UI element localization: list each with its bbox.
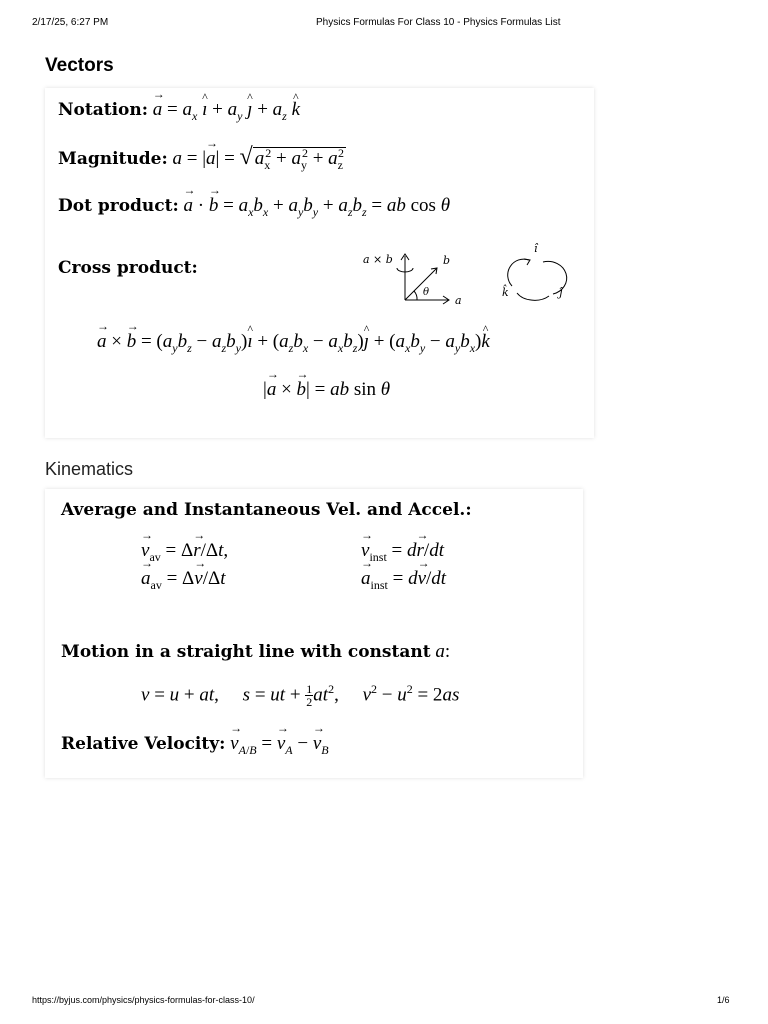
- unit-k-label: k̂: [502, 286, 509, 299]
- v-average-formula: → $v_{av} = \Delta\to r/\Delta t$,: [141, 540, 228, 565]
- straight-line-heading: Motion in a straight line with constant a:: [61, 641, 451, 662]
- magnitude-label: Magnitude:: [58, 149, 168, 169]
- vector-b-label: b: [443, 254, 451, 267]
- section-heading-vectors: Vectors: [45, 55, 114, 76]
- cross-product-diagram: [45, 238, 594, 318]
- relative-velocity-formula: Relative Velocity: → $v_{A/B}$ = → $v_A$ − → $v_B$: [61, 733, 329, 758]
- cross-product-expansion: → a × → $b = (a_yb_z$ − $a_zb_y)\^{}$ ı + ($a_zb_x$ − $a_xb_z)\^{}$ ȷ + ($a_xb_y$ − $a_yb_x)\^{}$ k: [97, 331, 490, 356]
- cyclic-arrowhead: [524, 259, 530, 265]
- vectors-formula-card: [45, 88, 594, 438]
- v-instant-formula: → $v_{inst} = d\to r/dt$: [361, 540, 444, 565]
- notation-label: Notation:: [58, 100, 149, 120]
- relative-velocity-label: Relative Velocity:: [61, 734, 226, 754]
- theta-label: θ: [423, 287, 430, 298]
- unit-i-label: î: [534, 242, 538, 255]
- cross-product-magnitude: |→ a × → b| = ab sin θ: [263, 379, 390, 401]
- cyclic-arrow-i-j: [543, 261, 567, 294]
- print-page-title: Physics Formulas For Class 10 - Physics Formulas List: [316, 17, 561, 28]
- cross-product-label: Cross product:: [58, 258, 198, 278]
- theta-arc: [414, 291, 417, 300]
- dot-product-formula: Dot product: → a · → $b = a_xb_x + a_yb_y + a_zb_z$ = ab cos θ: [58, 195, 450, 220]
- a-instant-formula: → $a_{inst} = d\to v/dt$: [361, 568, 446, 593]
- section-heading-kinematics: Kinematics: [45, 459, 134, 479]
- dot-product-label: Dot product:: [58, 196, 179, 216]
- axb-label: a × b: [363, 253, 393, 266]
- avg-inst-heading: [61, 499, 472, 521]
- kinematics-formula-card: [45, 489, 583, 778]
- unit-j-label: ĵ: [559, 286, 563, 299]
- avg-inst-label: Average and Instantaneous Vel. and Accel.:: [61, 500, 472, 520]
- magnitude-formula: Magnitude: a = |→ a| = √ $a_x^2 + a_y^2 + a_z^2$: [58, 144, 346, 173]
- vector-a-label: a: [455, 294, 462, 307]
- notation-formula: Notation: → $a = a_x$ ^ ı + $a_y$ ^ ȷ + $a_z$ ^ k: [58, 99, 300, 124]
- equations-of-motion: v = u + at, s = ut + $\frac{1}{2}$ $at^2$, $v^2 - u^2 = 2as$: [141, 682, 460, 710]
- vector-b-arrow: [405, 268, 437, 300]
- a-average-formula: → $a_{av} = \Delta\to v/\Delta t$: [141, 568, 225, 593]
- cyclic-arrow-k-i: [508, 259, 529, 286]
- print-url: https://byjus.com/physics/physics-formulas-for-class-10/: [32, 995, 255, 1005]
- straight-line-label: Motion in a straight line with constant: [61, 642, 431, 662]
- straight-line-variable: a: [435, 641, 445, 662]
- cyclic-arrow-j-k: [517, 293, 549, 300]
- print-page-number: 1/6: [717, 995, 730, 1005]
- print-datetime: 2/17/25, 6:27 PM: [32, 17, 109, 28]
